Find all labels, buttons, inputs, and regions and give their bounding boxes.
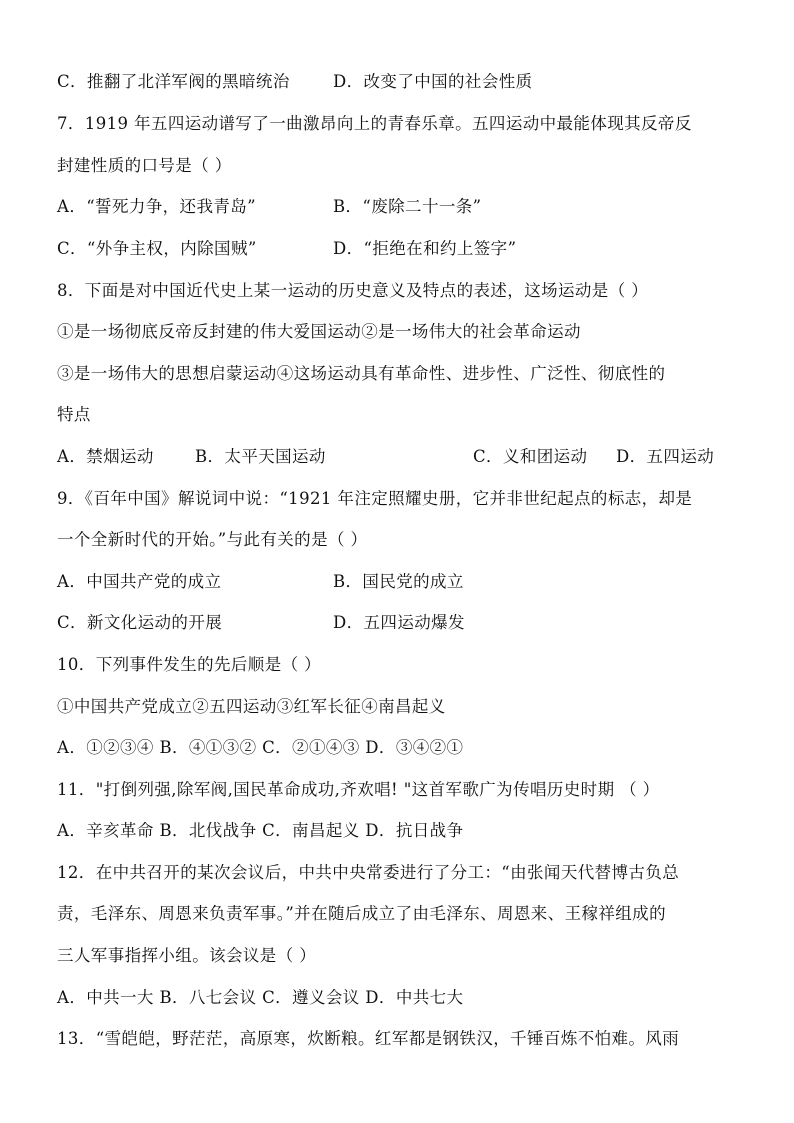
q13-stem-line1: 13．“雪皑皑，野茫茫，高原寒，炊断粮。红军都是钢铁汉，千锤百炼不怕难。风雨 (57, 1029, 680, 1048)
q7-option-b: B．“废除二十一条” (333, 197, 482, 216)
q6-option-c: C．推翻了北洋军阀的黑暗统治 (57, 72, 290, 91)
q12-options: A．中共一大 B．八七会议 C．遵义会议 D．中共七大 (57, 988, 464, 1007)
q7-option-d: D．“拒绝在和约上签字” (333, 239, 517, 258)
q10-stem-line2: ①中国共产党成立②五四运动③红军长征④南昌起义 (57, 697, 446, 716)
q9-option-b: B．国民党的成立 (333, 572, 464, 591)
q9-option-c: C．新文化运动的开展 (57, 613, 223, 632)
q12-stem-line3: 三人军事指挥小组。该会议是（ ） (57, 946, 317, 965)
q11-options: A．辛亥革命 B．北伐战争 C．南昌起义 D．抗日战争 (57, 821, 464, 840)
q12-stem-line2: 责，毛泽东、周恩来负责军事。”并在随后成立了由毛泽东、周恩来、王稼祥组成的 (57, 904, 666, 923)
q10-options: A．①②③④ B．④①③② C．②①④③ D．③④②① (57, 738, 464, 757)
q8-option-d: D．五四运动 (616, 447, 715, 466)
q10-stem-line1: 10．下列事件发生的先后顺是（ ） (57, 655, 322, 674)
q9-option-d: D．五四运动爆发 (333, 613, 465, 632)
q11-stem: 11．"打倒列强,除军阀,国民革命成功,齐欢唱! "这首军歌广为传唱历史时期 （ ） (57, 780, 660, 799)
q9-option-a: A．中国共产党的成立 (57, 572, 222, 591)
q8-stem-line2: ①是一场彻底反帝反封建的伟大爱国运动②是一场伟大的社会革命运动 (57, 322, 581, 341)
q7-option-c: C．“外争主权，内除国贼” (57, 239, 257, 258)
q6-option-d: D．改变了中国的社会性质 (333, 72, 533, 91)
q8-option-c: C．义和团运动 (473, 447, 588, 466)
q9-stem-line2: 一个全新时代的开始。”与此有关的是（ ） (57, 530, 368, 549)
q8-option-b: B．太平天国运动 (195, 447, 326, 466)
q8-stem-line4: 特点 (57, 405, 91, 424)
q8-stem-line3: ③是一场伟大的思想启蒙运动④这场运动具有革命性、进步性、广泛性、彻底性的 (57, 364, 666, 383)
q9-stem-line1: 9．《百年中国》解说词中说：“1921 年注定照耀史册，它并非世纪起点的标志，却是 (57, 489, 693, 508)
q8-option-a: A．禁烟运动 (57, 447, 154, 466)
q7-option-a: A．“誓死力争，还我青岛” (57, 197, 256, 216)
q7-stem-line2: 封建性质的口号是（ ） (57, 156, 232, 175)
q7-stem-line1: 7．1919 年五四运动谱写了一曲激昂向上的青春乐章。五四运动中最能体现其反帝反 (57, 114, 692, 133)
q8-stem-line1: 8．下面是对中国近代史上某一运动的历史意义及特点的表述，这场运动是（ ） (57, 281, 649, 300)
q12-stem-line1: 12．在中共召开的某次会议后，中共中央常委进行了分工：“由张闻天代替博古负总 (57, 863, 680, 882)
